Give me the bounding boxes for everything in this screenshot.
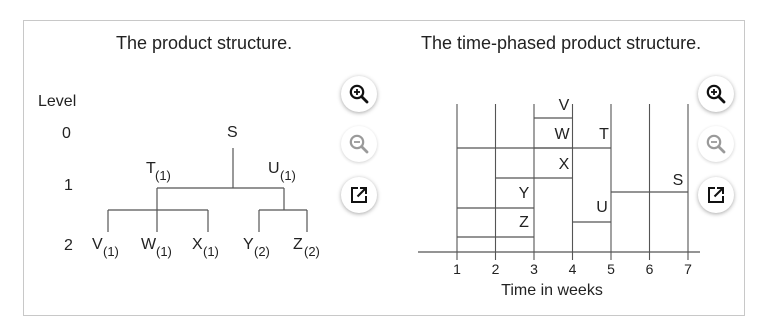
node-z-name: Z <box>293 236 303 253</box>
bar-label-s: S <box>672 172 684 189</box>
x-tick-label: 6 <box>645 261 654 277</box>
bar-label-v: V <box>558 97 570 114</box>
node-x-qty: (1) <box>203 244 219 259</box>
zoom-out-icon <box>348 133 370 155</box>
product-structure-title: The product structure. <box>116 33 293 53</box>
node-t-name: T <box>146 160 156 177</box>
right-open-external-button[interactable] <box>698 177 734 213</box>
node-s-name: S <box>227 124 238 141</box>
x-tick-label: 7 <box>684 261 692 277</box>
left-open-external-button[interactable] <box>341 177 377 213</box>
zoom-out-icon <box>705 133 727 155</box>
zoom-in-icon <box>705 83 727 105</box>
level-1-label: 1 <box>64 177 73 194</box>
bar-label-x: X <box>558 156 570 173</box>
level-0-label: 0 <box>62 125 71 142</box>
node-v-qty: (1) <box>103 244 119 259</box>
x-tick-label: 5 <box>607 261 615 277</box>
x-tick-label: 4 <box>568 261 577 277</box>
node-u-name: U <box>268 160 280 177</box>
bar-label-t: T <box>599 126 609 143</box>
bar-label-u: U <box>596 199 608 216</box>
level-2-label: 2 <box>64 237 73 254</box>
left-zoom-in-button[interactable] <box>341 76 377 112</box>
time-phased-structure-title: The time-phased product structure. <box>421 33 702 53</box>
node-w-name: W <box>141 236 157 253</box>
bar-label-w: W <box>554 126 570 143</box>
x-tick-label: 1 <box>453 261 461 277</box>
node-y-name: Y <box>243 236 254 253</box>
bar-label-z: Z <box>519 214 529 231</box>
node-t-qty: (1) <box>155 168 171 183</box>
right-zoom-out-button[interactable] <box>698 126 734 162</box>
node-y-qty: (2) <box>254 244 270 259</box>
x-axis-label: Time in weeks <box>501 282 603 299</box>
node-z-qty: (2) <box>304 244 320 259</box>
time-axis-ticks <box>453 261 692 277</box>
bar-label-y: Y <box>518 185 530 202</box>
right-zoom-in-button[interactable] <box>698 76 734 112</box>
node-v-name: V <box>92 236 103 253</box>
zoom-in-icon <box>348 83 370 105</box>
node-w-qty: (1) <box>156 244 172 259</box>
node-x-name: X <box>192 236 203 253</box>
x-tick-label: 2 <box>491 261 500 277</box>
left-zoom-out-button[interactable] <box>341 126 377 162</box>
open-external-icon <box>706 185 726 205</box>
open-external-icon <box>349 185 369 205</box>
level-header: Level <box>38 93 77 110</box>
x-tick-label: 3 <box>530 261 538 277</box>
node-u-qty: (1) <box>280 168 296 183</box>
